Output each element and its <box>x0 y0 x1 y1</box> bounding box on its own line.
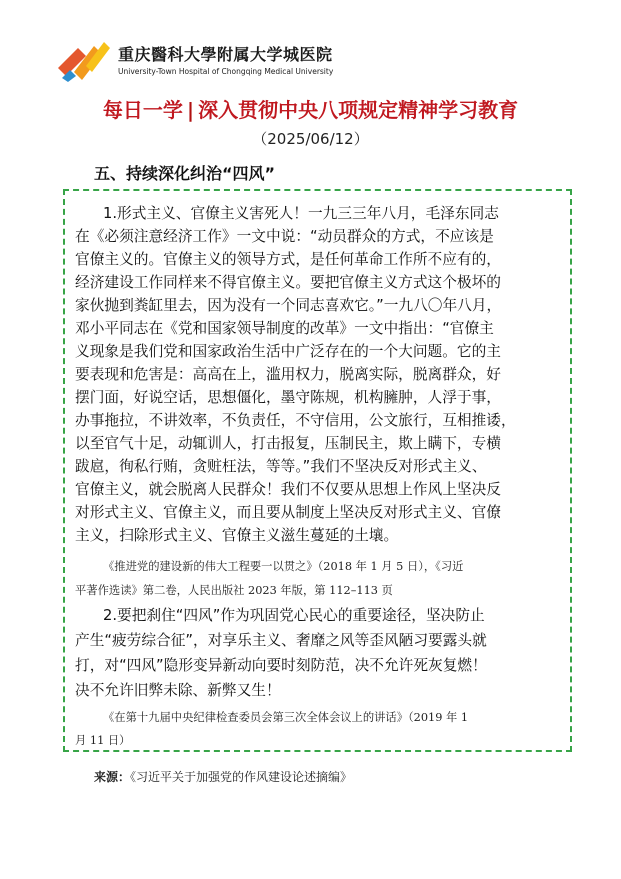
paragraph1-line: 家伙抛到粪缸里去，因为没有一个同志喜欢它。”一九八〇年八月， <box>75 297 502 314</box>
hospital-name-en: University-Town Hospital of Chongqing Medical University <box>118 67 334 76</box>
paragraph1-line: 经济建设工作同样来不得官僚主义。要把官僚主义方式这个极坏的 <box>75 274 501 291</box>
paragraph1-line: 办事拖拉，不讲效率，不负责任，不守信用，公文旅行，互相推诿， <box>75 412 516 429</box>
title-prefix: 每日一学 <box>102 98 183 122</box>
paragraph2-line: 决不允许旧弊未除、新弊又生！ <box>75 682 281 699</box>
paragraph1-line: 官僚主义的。官僚主义的领导方式，是任何革命工作所不应有的， <box>75 251 501 268</box>
paragraph2-line: 产生“疲劳综合征”，对享乐主义、奢靡之风等歪风陋习要露头就 <box>75 632 487 649</box>
paragraph1-line: 对形式主义、官僚主义，而且要从制度上坚决反对形式主义、官僚 <box>75 504 501 521</box>
section-heading: 五、持续深化纠治“四风” <box>94 164 276 183</box>
paragraph2-line: 2.要把刹住“四风”作为巩固党心民心的重要途径，坚决防止 <box>103 607 485 624</box>
source-footer <box>94 768 352 785</box>
page-title <box>0 94 621 123</box>
paragraph1-line: 主义，扫除形式主义、官僚主义滋生蔓延的土壤。 <box>75 527 399 544</box>
source1-line: 平著作选读》第二卷，人民出版社 2023 年版，第 112–113 页 <box>75 584 393 597</box>
issue-date: （2025/06/12） <box>252 130 369 148</box>
hospital-header <box>56 38 334 86</box>
hospital-name-cn: 重庆醫科大學附属大学城医院 <box>118 45 333 64</box>
paragraph1-line: 跋扈，徇私行贿，贪赃枉法，等等。”我们不坚决反对形式主义、 <box>75 458 487 475</box>
title-main: 深入贯彻中央八项规定精神学习教育 <box>198 98 519 122</box>
paragraph1-line: 官僚主义，就会脱离人民群众！我们不仅要从思想上作风上坚决反 <box>75 481 501 498</box>
title-separator: | <box>186 98 195 122</box>
footer-label: 来源： <box>94 770 131 784</box>
paragraph1-line: 摆门面，好说空话，思想僵化，墨守陈规，机构臃肿，人浮于事， <box>75 389 501 406</box>
paragraph1-line: 在《必须注意经济工作》一文中说：“动员群众的方式，不应该是 <box>75 228 494 245</box>
paragraph1-line: 义现象是我们党和国家政治生活中广泛存在的一个大问题。它的主 <box>75 343 501 360</box>
paragraph2-line: 打，对“四风”隐形变异新动向要时刻防范，决不允许死灰复燃！ <box>75 657 487 674</box>
paragraph1-line: 邓小平同志在《党和国家领导制度的改革》一文中指出：“官僚主 <box>75 320 494 337</box>
source2-line: 月 11 日） <box>75 734 131 747</box>
hospital-logo-icon <box>56 38 112 82</box>
footer-text: 《习近平关于加强党的作风建设论述摘编》 <box>130 770 353 784</box>
paragraph1-line: 要表现和危害是：高高在上，滥用权力，脱离实际，脱离群众，好 <box>75 366 501 383</box>
source2-line: 《在第十九届中央纪律检查委员会第三次全体会议上的讲话》（2019 年 1 <box>103 711 469 724</box>
paragraph1-line: 1.形式主义、官僚主义害死人！一九三三年八月，毛泽东同志 <box>103 205 499 222</box>
paragraph1-line: 以至官气十足，动辄训人，打击报复，压制民主，欺上瞒下，专横 <box>75 435 501 452</box>
source1-line: 《推进党的建设新的伟大工程要一以贯之》（2018 年 1 月 5 日），《习近 <box>103 560 464 573</box>
